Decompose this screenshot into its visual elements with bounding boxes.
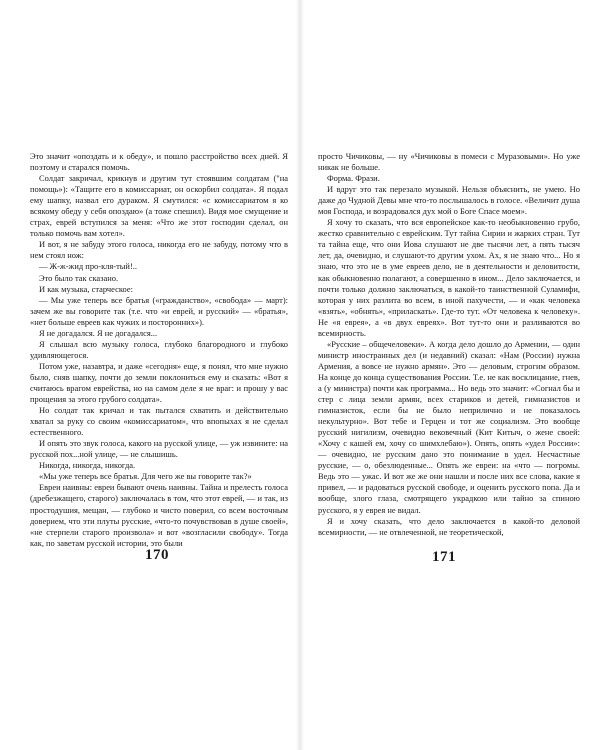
left-paragraph-10: Потом уже, назавтра, и даже «сегодня» еще, я понял, что мне нужно было, сняв шапку, почти до земли поклониться ему и сказать: «Вот я считаюсь врагом еврейства, но на самом деле я не враг: и прошу у вас прощения за этого грубого солдата». [30,360,288,405]
left-paragraph-11: Но солдат так кричал и так пытался схватить и действительно хватал за руку со своим «комиссариатом», что впопыхах я не сделал естественного. [30,405,288,438]
left-paragraph-12: И опять это звук голоса, какого на русской улице, — уж извините: на русской пох...ной улице, — не слышишь. [30,438,288,460]
left-paragraph-2: Солдат закричал, крикнув и другим тут стоявшим солдатам ("на помощь»): «Тащите его в комиссариат, он оскорбил солдата». Я подал ему шапку, назвал его дураком. Я смутился: «с комиссариатом я ко всякому обеду у себя опоздаю» (а тоже спешил). Видя мое смущение и страх, еврей вступился за меня: «Что же этот господин сделал, он только помочь вам хотел». [30,173,288,239]
right-page-number: 171 [432,549,456,565]
left-paragraph-3: И вот, я не забуду этого голоса, никогда его не забуду, потому что в нем стоял нож: [30,239,288,261]
right-paragraph-5: «Русские – общечеловеки». А когда дело дошло до Армении, — один министр иностранных дел (и недавний) сказал: «Нам (России) нужна Армения, а вовсе не нужно армян». Это — деловым, строгим образом. На конце до конца существования России. Т.е. не как восклицание, гнев, а (у министра) почти как программа... Но ведь это значит: «Согнал бы и стер с лица земли армян, всех стариков и детей, гимназистов и гимназисток, если бы не было неприлично и не показалось некультурно». Вот тебе и Герцен и тот же социализм. Это вообще русский нигилизм, очевидно вековечный (Кит Китыч, о жене своей: «Хочу с кашей ем, хочу со шимхлебаю»). Опять, опять «удел России»: — очевидно, не русским дано это понимание в удел. Несчастные русские, — о, обезлюденные... Опять же евреи: на «что — погромы. Ведь это — ужас. И вот же же они нашли и после них все слова, какие я привел, — и радоваться русской свободе, и оценить русского попа. Да и вообще, злого глаза, смотрящего украдкою или тайно за спиною русского, я у еврея не видал. [318,338,580,515]
book-gutter [296,0,304,750]
right-page [318,151,580,538]
left-paragraph-6: И как музыка, старческое: [39,283,133,294]
left-paragraph-15: Евреи наивны: евреи бывают очень наивны. Тайна и прелесть голоса (дребезжащего, старого) заключалась в том, что этот еврей, — и так, из простодушия, мещан, — глубоко и чисто поверил, со всем восточным доверием, что эти плуты русские, «что-то почувствовав в душе своей», «не стерпели старого произвола» и вот «возгласили свободу». Тогда как, по заветам русской истории, это были [30,482,288,548]
right-paragraph-2: Форма. Фрази. [327,173,380,184]
left-paragraph-13: Никогда, никогда, никогда. [39,460,136,471]
left-paragraph-7: — Мы уже теперь все братья («гражданство», «свобода» — март): зачем же вы говорите так (т.е. что «и еврей, и русский» — «братья», «нет больше евреев как чужих и посторонних»). [30,294,288,327]
right-paragraph-4: Я хочу то сказать, что вся европейское как-то необыкновенно грубо, жестко сравнительно с еврейским. Тут тайна Сирии и жарких стран. Тут та тайна еще, что они Иова слушают не две тысячи лет, а пять тысяч лет, да, очевидно, и слушают-то другим ухом. Ах, я не знаю что... Но я знаю, что это не в уме евреев дело, не в деятельности и деловитости, как обыкновенно полагают, а совершенно в ином... Дело заключается, и почти только должно заключаться, в какой-то таинственной Суламифи, которая у них разлита во всем, в иной пахучести, — и «как человека «взять», «обнять», «приласкать». Где-то тут. «От человека к человеку». Не «я еврея», а «в двух евреях». Вот тут-то они и разливаются во всемирность. [318,217,580,338]
left-paragraph-1: Это значит «опоздать и к обеду», и пошло расстройство всех дней. Я поэтому и старался помочь. [30,151,288,173]
left-paragraph-5: Это было так сказано. [39,272,119,283]
left-paragraph-9: Я слышал всю музыку голоса, глубоко благородного и глубоко удивляющегося. [30,338,288,360]
left-paragraph-8: Я не догадался. Я не догадался... [39,327,158,338]
left-page-number: 170 [145,547,169,563]
right-paragraph-3: И вдруг это так перезало музыкой. Нельзя объяснить, не умею. Но даже до Чудной Девы мне что-то послышалось в голосе. «Величит душа моя Господа, и возрадовался дух мой о Боге Спасе моем». [318,184,580,217]
left-page [30,151,288,549]
right-paragraph-6: Я и хочу сказать, что дело заключается в какой-то деловой всемирности, — не отвлеченной, не теоретической, [318,515,580,537]
right-paragraph-1: просто Чичиковы, — ну «Чичиковы в помеси с Муразовыми». Но уже никак не больше. [318,151,580,173]
left-paragraph-4: — Ж-ж-жид про-кля-тый!.. [39,261,137,272]
left-paragraph-14: «Мы уже теперь все братья. Для чего же вы говорите так?» [39,471,252,482]
